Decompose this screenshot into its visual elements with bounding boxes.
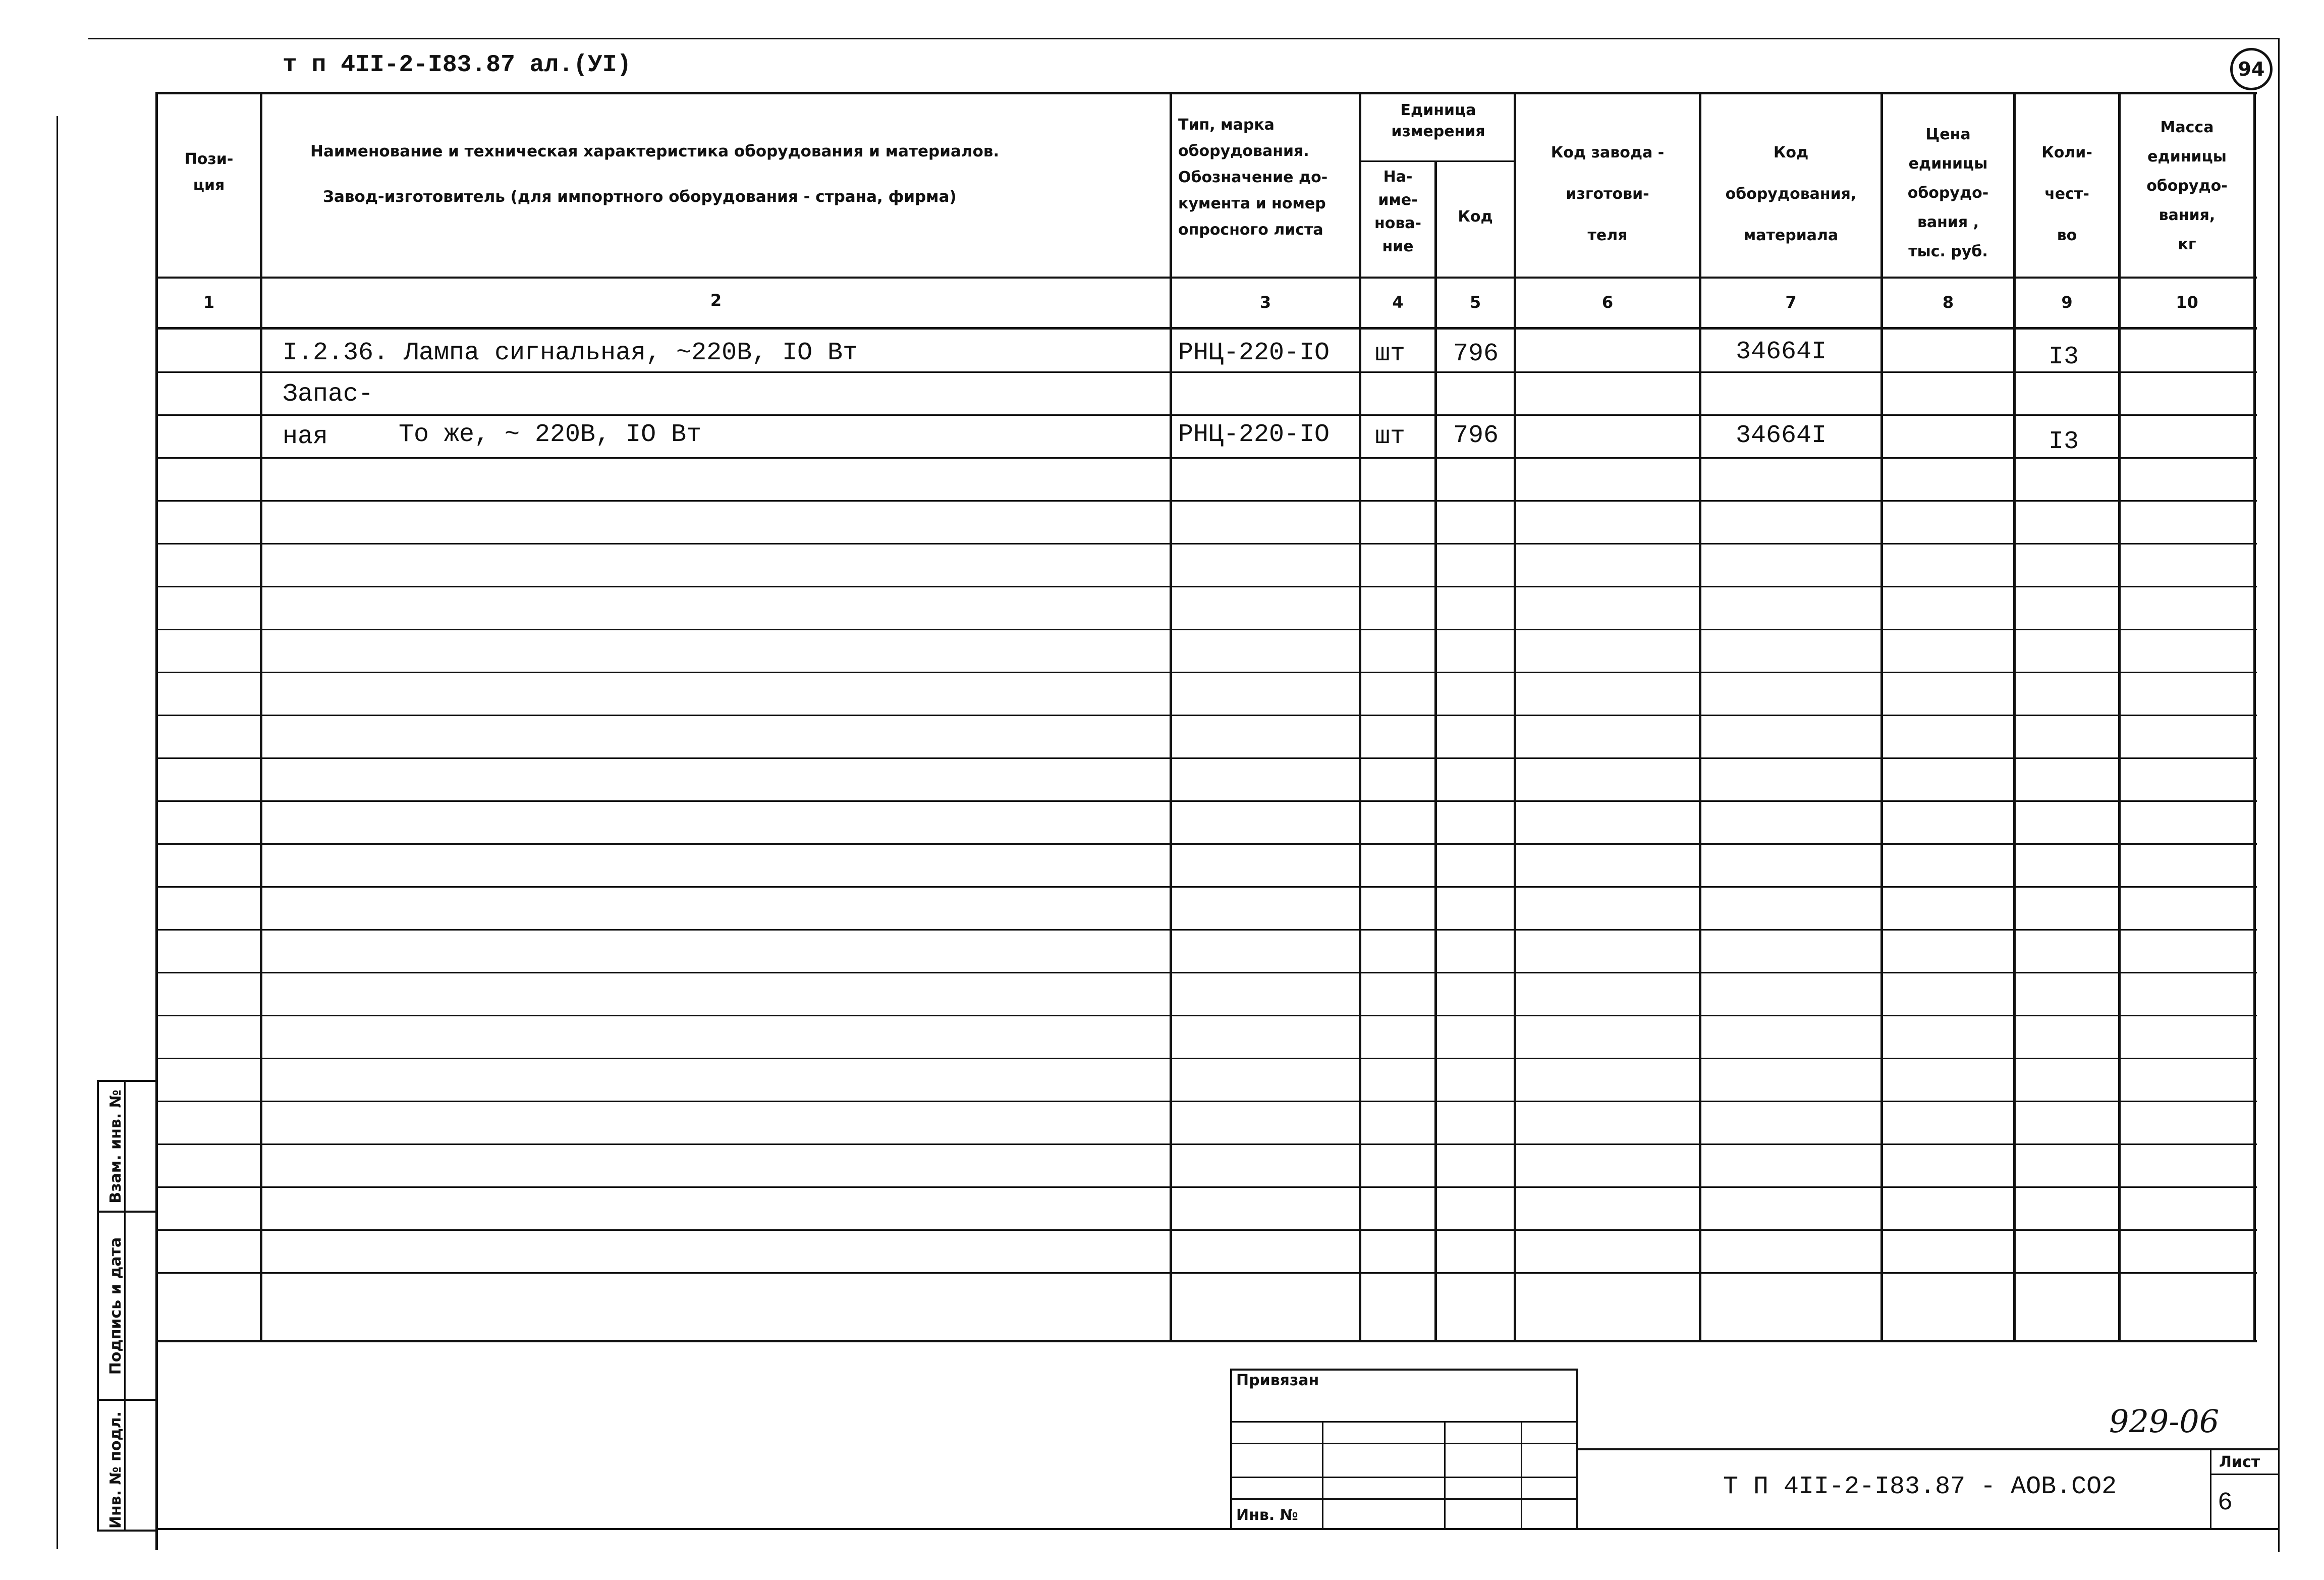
header-unit-name: На- име- нова- ние	[1374, 168, 1422, 255]
row-line	[155, 886, 2257, 888]
col-line-5	[1514, 92, 1516, 1342]
header-factory-code: Код завода - изготови- теля	[1551, 144, 1665, 244]
row1-unit-code: 796	[1453, 340, 1499, 368]
page-number: 94	[2238, 58, 2265, 80]
page-number-circle	[2230, 48, 2273, 90]
document-reference: т п 4II-2-I83.87 ал.(УI)	[283, 51, 632, 79]
handwritten-number: 929-06	[2109, 1403, 2220, 1440]
header-quantity: Коли- чест- во	[2041, 144, 2092, 244]
bottom-frame-line	[155, 1528, 2280, 1530]
row3-qty: I3	[2049, 427, 2079, 456]
col-line-3	[1359, 92, 1361, 1342]
row-line	[155, 757, 2257, 759]
header-name-line1: Наименование и техническая характеристика оборудования и материалов.	[310, 142, 1000, 160]
row2-name: Запас-	[283, 380, 374, 409]
header-price: Цена единицы оборудо- вания , тыс. руб.	[1907, 126, 1989, 260]
col-line-6	[1699, 92, 1701, 1342]
right-frame-line	[2278, 38, 2280, 1552]
left-margin-line	[57, 116, 58, 1549]
sheet-label: Лист	[2219, 1453, 2260, 1471]
colnum-8: 8	[1942, 293, 1954, 312]
colnum-3: 3	[1259, 293, 1271, 312]
row-line	[155, 1186, 2257, 1188]
colnum-6: 6	[1601, 293, 1614, 312]
colnum-10: 10	[2176, 293, 2198, 312]
row3-equipment-code: 34664I	[1736, 421, 1827, 450]
sheet-box-left-line	[2210, 1448, 2211, 1530]
row-line	[155, 972, 2257, 973]
header-unit-code: Код	[1458, 208, 1493, 226]
col-line-1	[260, 92, 262, 1342]
header-mass: Масса единицы оборудо- вания, кг	[2146, 119, 2228, 253]
row-line	[155, 543, 2257, 544]
colnum-4: 4	[1392, 293, 1404, 312]
col-line-9	[2118, 92, 2121, 1342]
colnum-9: 9	[2061, 293, 2073, 312]
row1-qty: I3	[2049, 343, 2079, 371]
row1-type: РНЦ-220-IО	[1178, 339, 1330, 367]
document-designation: Т П 4II-2-I83.87 - АОВ.СО2	[1723, 1473, 2117, 1501]
row3-unit: шт	[1375, 422, 1406, 451]
row-line	[155, 371, 2257, 373]
unit-group-divider	[1359, 160, 1515, 162]
row-line	[155, 414, 2257, 416]
privyazan-block	[1230, 1369, 1578, 1530]
col-line-10	[2253, 92, 2256, 1342]
row1-name: I.2.36. Лампа сигнальная, ~220В, IО Вт	[283, 339, 858, 367]
top-border-line	[88, 38, 2278, 39]
title-block-top-line	[1577, 1448, 2280, 1450]
row-line	[155, 500, 2257, 502]
table-bottom-border	[155, 1340, 2257, 1342]
header-bottom-border	[155, 277, 2257, 279]
col-line-4	[1434, 161, 1437, 1342]
row-line	[155, 629, 2257, 630]
colnum-bottom-border	[155, 327, 2257, 330]
colnum-7: 7	[1785, 293, 1797, 312]
row-line	[155, 586, 2257, 587]
privyazan-label: Привязан	[1236, 1372, 1319, 1389]
col-line-7	[1880, 92, 1883, 1342]
row-line	[155, 800, 2257, 802]
row-line	[155, 1143, 2257, 1145]
table-top-border	[155, 92, 2257, 94]
header-position: Пози- ция	[184, 150, 234, 194]
colnum-5: 5	[1469, 293, 1481, 312]
header-equipment-code: Код оборудования, материала	[1725, 144, 1857, 244]
row-line	[155, 843, 2257, 845]
col-line-8	[2013, 92, 2016, 1342]
row-line	[155, 457, 2257, 459]
row3-unit-code: 796	[1453, 421, 1499, 450]
inv-no-label: Инв. №	[1236, 1506, 1298, 1524]
row1-unit: шт	[1375, 340, 1406, 368]
row3-type: РНЦ-220-IО	[1178, 420, 1330, 449]
row1-equipment-code: 34664I	[1736, 338, 1827, 366]
sheet-number: 6	[2218, 1489, 2233, 1517]
col-line-2	[1170, 92, 1172, 1342]
side-stamp	[97, 1080, 157, 1532]
row-line	[155, 672, 2257, 673]
header-name-line2: Завод-изготовитель (для импортного оборудования - страна, фирма)	[323, 188, 957, 206]
row-line	[155, 1015, 2257, 1016]
side-stamp-vzam: Взам. инв. №	[107, 1089, 125, 1204]
sheet-box-divider	[2210, 1474, 2280, 1475]
row-line	[155, 929, 2257, 931]
row-line	[155, 1101, 2257, 1102]
row-line	[155, 1058, 2257, 1059]
side-stamp-inv-podl: Инв. № подл.	[107, 1411, 125, 1529]
colnum-1: 1	[203, 293, 215, 312]
row-line	[155, 1229, 2257, 1231]
colnum-2: 2	[710, 291, 722, 310]
header-type: Тип, марка оборудования. Обозначение до- кумента и номер опросного листа	[1178, 116, 1328, 239]
side-stamp-podpis: Подпись и дата	[107, 1237, 125, 1375]
row-line	[155, 1272, 2257, 1274]
row-line	[155, 715, 2257, 716]
header-unit-group: Единица измерения	[1391, 101, 1485, 140]
row3-name-prefix: ная	[283, 422, 328, 451]
row3-name: То же, ~ 220В, IО Вт	[399, 420, 702, 449]
